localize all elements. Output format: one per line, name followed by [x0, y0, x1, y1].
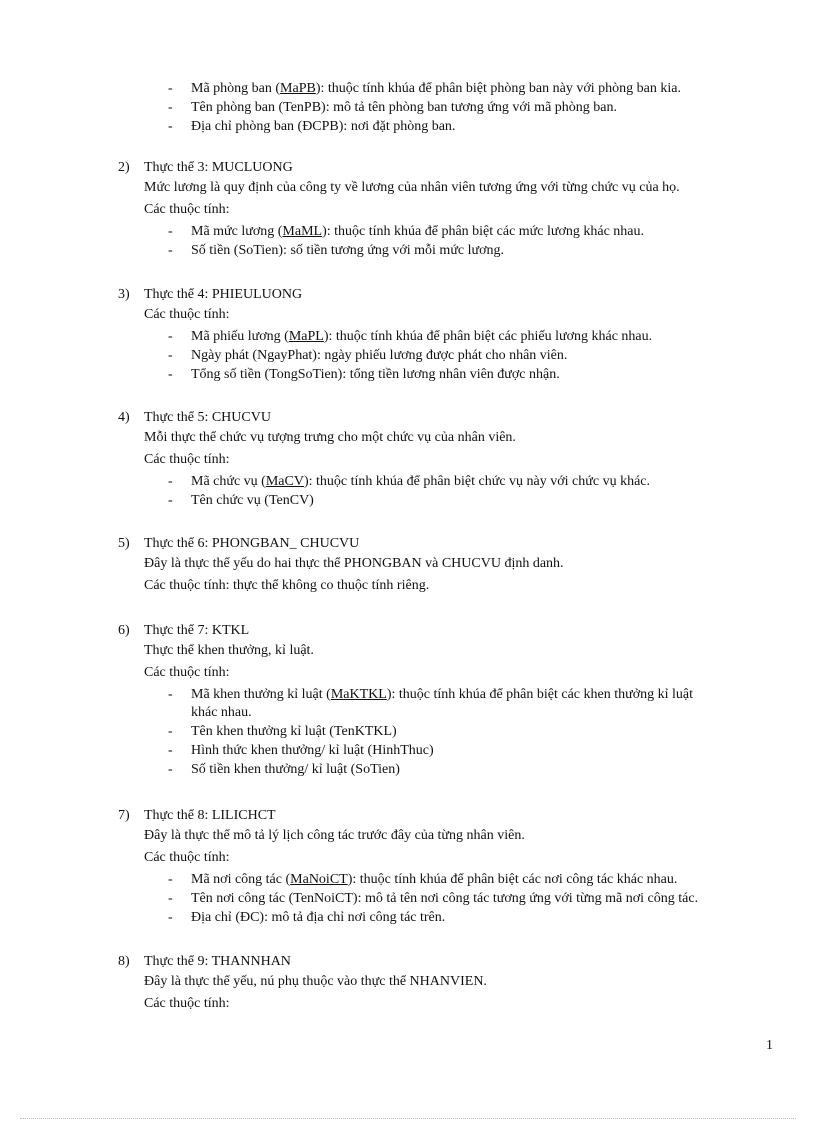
- section-description: Mức lương là quy định của công ty về lương của nhân viên tương ứng với từng chức vụ của họ.: [144, 180, 680, 195]
- bullet-text: [191, 347, 567, 365]
- section-number: 5): [118, 536, 130, 551]
- bullet-dash: -: [168, 367, 173, 382]
- bullet-dash: -: [168, 910, 173, 925]
- section-title: Thực thể 6: PHONGBAN_ CHUCVU: [144, 536, 360, 551]
- bullet-text-pre: Số tiền (SoTien): số tiền tương ứng với mỗi mức lương.: [191, 243, 504, 258]
- section-description: Mỗi thực thể chức vụ tượng trưng cho một chức vụ của nhân viên.: [144, 430, 516, 445]
- attribute-label: Các thuộc tính:: [144, 307, 230, 322]
- bullet-text: [191, 871, 677, 889]
- bullet-text-pre: Tên chức vụ (TenCV): [191, 493, 314, 508]
- bullet-text: [191, 99, 617, 117]
- bullet-text-pre: Số tiền khen thưởng/ kỉ luật (SoTien): [191, 762, 400, 777]
- bullet-dash: -: [168, 100, 173, 115]
- section-description: Đây là thực thể mô tả lý lịch công tác trước đây của từng nhân viên.: [144, 828, 525, 843]
- attribute-label: Các thuộc tính:: [144, 665, 230, 680]
- attribute-label: Các thuộc tính:: [144, 202, 230, 217]
- bullet-text-pre: Mã phiếu lương (: [191, 329, 289, 344]
- bullet-text: [191, 742, 434, 760]
- key-attribute: MaPB: [280, 81, 316, 96]
- section-number: 4): [118, 410, 130, 425]
- bullet-text-post: ): thuộc tính khúa để phân biệt các nơi công tác khác nhau.: [347, 872, 678, 887]
- section-title: Thực thể 8: LILICHCT: [144, 808, 276, 823]
- bullet-dash: -: [168, 493, 173, 508]
- attribute-label: Các thuộc tính: thực thể không co thuộc tính riêng.: [144, 578, 430, 593]
- bullet-text-pre: Tên phòng ban (TenPB): mô tả tên phòng ban tương ứng với mã phòng ban.: [191, 100, 617, 115]
- bullet-text: [191, 328, 652, 346]
- bullet-dash: -: [168, 119, 173, 134]
- bullet-dash: -: [168, 872, 173, 887]
- bullet-text: [191, 492, 314, 510]
- bullet-text: [191, 80, 681, 98]
- bullet-text-pre: Tổng số tiền (TongSoTien): tổng tiền lương nhân viên được nhận.: [191, 367, 560, 382]
- bullet-text: [191, 223, 644, 241]
- attribute-label: Các thuộc tính:: [144, 850, 230, 865]
- bullet-continuation: khác nhau.: [191, 705, 252, 720]
- section-description: Đây là thực thể yếu, nú phụ thuộc vào thực thể NHANVIEN.: [144, 974, 487, 989]
- bullet-text-post: ): thuộc tính khúa để phân biệt các phiếu lương khác nhau.: [323, 329, 653, 344]
- section-number: 7): [118, 808, 130, 823]
- section-number: 2): [118, 160, 130, 175]
- bullet-dash: -: [168, 243, 173, 258]
- bullet-text: [191, 909, 445, 927]
- bullet-text: [191, 723, 397, 741]
- bullet-text-pre: Hình thức khen thưởng/ kỉ luật (HinhThuc): [191, 743, 434, 758]
- bullet-text: [191, 761, 400, 779]
- bullet-dash: -: [168, 891, 173, 906]
- bullet-text-pre: Tên nơi công tác (TenNoiCT): mô tả tên nơi công tác tương ứng với từng mã nơi công tác.: [191, 891, 699, 906]
- attribute-label: Các thuộc tính:: [144, 452, 230, 467]
- section-title: Thực thể 3: MUCLUONG: [144, 160, 293, 175]
- bullet-text-pre: Mã mức lương (: [191, 224, 283, 239]
- bullet-text: [191, 118, 455, 136]
- bullet-text-pre: Mã nơi công tác (: [191, 872, 291, 887]
- section-number: 6): [118, 623, 130, 638]
- bullet-text-pre: Địa chỉ (ĐC): mô tả địa chỉ nơi công tác trên.: [191, 910, 446, 925]
- bullet-dash: -: [168, 224, 173, 239]
- page-number: 1: [766, 1038, 773, 1053]
- bullet-text: [191, 242, 504, 260]
- bullet-dash: -: [168, 762, 173, 777]
- section-number: 3): [118, 287, 130, 302]
- bullet-text: [191, 473, 650, 491]
- bullet-text-post: ): thuộc tính khúa để phân biệt các mức lương khác nhau.: [322, 224, 645, 239]
- bullet-text-pre: Tên khen thưởng kỉ luật (TenKTKL): [191, 724, 397, 739]
- key-attribute: MaCV: [265, 474, 304, 489]
- bullet-dash: -: [168, 474, 173, 489]
- bullet-dash: -: [168, 348, 173, 363]
- section-title: Thực thể 5: CHUCVU: [144, 410, 271, 425]
- bullet-dash: -: [168, 743, 173, 758]
- bullet-dash: -: [168, 687, 173, 702]
- bullet-text: [191, 890, 698, 908]
- bullet-text-pre: Mã phòng ban (: [191, 81, 281, 96]
- bullet-dash: -: [168, 724, 173, 739]
- bullet-text-post: ): thuộc tính khúa để phân biệt các khen thưởng kỉ luật: [386, 687, 694, 702]
- section-title: Thực thể 7: KTKL: [144, 623, 250, 638]
- key-attribute: MaKTKL: [330, 687, 387, 702]
- bullet-dash: -: [168, 329, 173, 344]
- section-title: Thực thể 9: THANNHAN: [144, 954, 291, 969]
- bullet-text-pre: Mã chức vụ (: [191, 474, 266, 489]
- bullet-text-pre: Ngày phát (NgayPhat): ngày phiếu lương được phát cho nhân viên.: [191, 348, 568, 363]
- bullet-text-pre: Địa chỉ phòng ban (ĐCPB): nơi đặt phòng ban.: [191, 119, 456, 134]
- bullet-dash: -: [168, 81, 173, 96]
- bullet-text-post: ): thuộc tính khúa để phân biệt phòng ban này với phòng ban kia.: [315, 81, 681, 96]
- section-title: Thực thể 4: PHIEULUONG: [144, 287, 303, 302]
- key-attribute: MaML: [282, 224, 323, 239]
- key-attribute: MaPL: [288, 329, 324, 344]
- bullet-text: [191, 686, 693, 704]
- attribute-label: Các thuộc tính:: [144, 996, 230, 1011]
- key-attribute: MaNoiCT: [290, 872, 348, 887]
- bullet-text-pre: Mã khen thưởng kỉ luật (: [191, 687, 331, 702]
- section-description: Thực thể khen thưởng, kỉ luật.: [144, 643, 314, 658]
- section-description: Đây là thực thể yếu do hai thực thể PHONGBAN và CHUCVU định danh.: [144, 556, 564, 571]
- bullet-text-post: ): thuộc tính khúa để phân biệt chức vụ này với chức vụ khác.: [303, 474, 651, 489]
- bullet-text: [191, 366, 560, 384]
- footer-divider: [20, 1118, 796, 1119]
- section-number: 8): [118, 954, 130, 969]
